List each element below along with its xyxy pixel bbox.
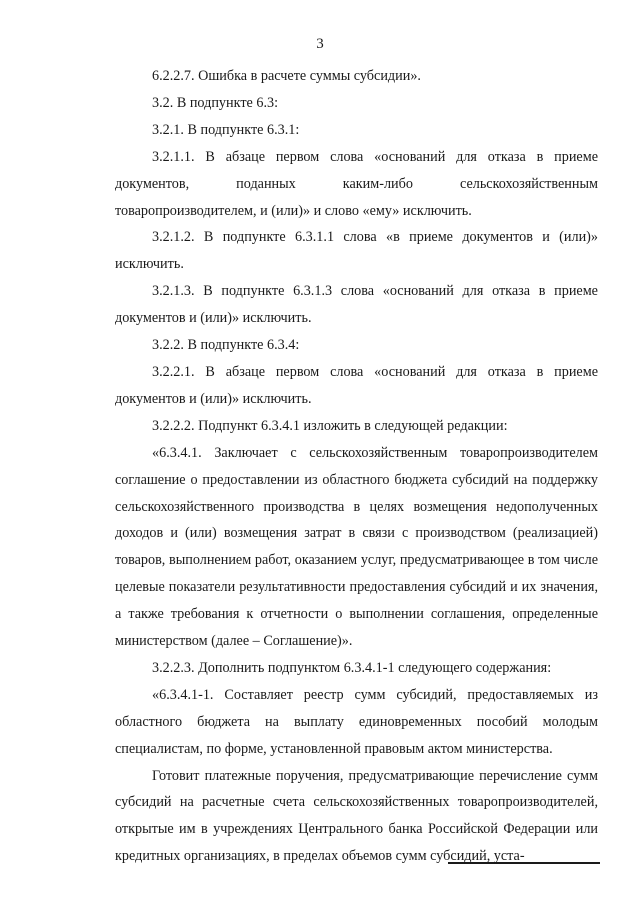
paragraph: 3.2.2. В подпункте 6.3.4: xyxy=(152,337,300,354)
paragraph: 6.2.2.7. Ошибка в расчете суммы субсидии». xyxy=(152,68,421,84)
footer-rule xyxy=(448,862,600,864)
paragraph: 3.2. В подпункте 6.3: xyxy=(152,94,279,111)
paragraph: «6.3.4.1-1. Составляет реестр сумм субсидий, предоставляемых из областного бюджета на выплату единовременных пособий молодым специалистам, по форме, установленной правовым актом министерства. xyxy=(115,686,598,757)
document-body xyxy=(115,63,598,870)
paragraph: 3.2.1.1. В абзаце первом слова «оснований для отказа в приеме документов, поданных каким-либо сельскохозяйственным товаропроизводителем, и (или)» и слово «ему» исключить. xyxy=(115,148,598,219)
paragraph: 3.2.2.2. Подпункт 6.3.4.1 изложить в следующей редакции: xyxy=(152,417,508,434)
paragraph: 3.2.2.3. Дополнить подпунктом 6.3.4.1-1 следующего содержания: xyxy=(152,659,552,676)
page-number: 3 xyxy=(316,36,324,52)
paragraph: 3.2.1.2. В подпункте 6.3.1.1 слова «в приеме документов и (или)» исключить. xyxy=(115,229,598,273)
paragraph: 3.2.1.3. В подпункте 6.3.1.3 слова «оснований для отказа в приеме документов и (или)» исключить. xyxy=(115,283,598,327)
paragraph: Готовит платежные поручения, предусматривающие перечисление сумм субсидий на расчетные счета сельскохозяйственных товаропроизводителей, открытые им в учреждениях Центрального банка Российской Федерации или кредитных организациях, в пределах объемов сумм субсидий, уста- xyxy=(115,767,598,865)
paragraph: 3.2.1. В подпункте 6.3.1: xyxy=(152,121,300,138)
paragraph: «6.3.4.1. Заключает с сельскохозяйственным товаропроизводителем соглашение о предоставлении из областного бюджета субсидий на поддержку сельскохозяйственного производства в целях возмещения недополученных доходов и (или) возмещения затрат в связи с производством (реализацией) товаров, выполнением работ, оказанием услуг, предусматривающее в том числе целевые показатели результативности предоставления субсидий и их значения, а также требования к отчетности о выполнении соглашения, определенные министерством (далее – Соглашение)». xyxy=(115,444,598,650)
paragraph: 3.2.2.1. В абзаце первом слова «оснований для отказа в приеме документов и (или)» исключить. xyxy=(115,363,598,407)
